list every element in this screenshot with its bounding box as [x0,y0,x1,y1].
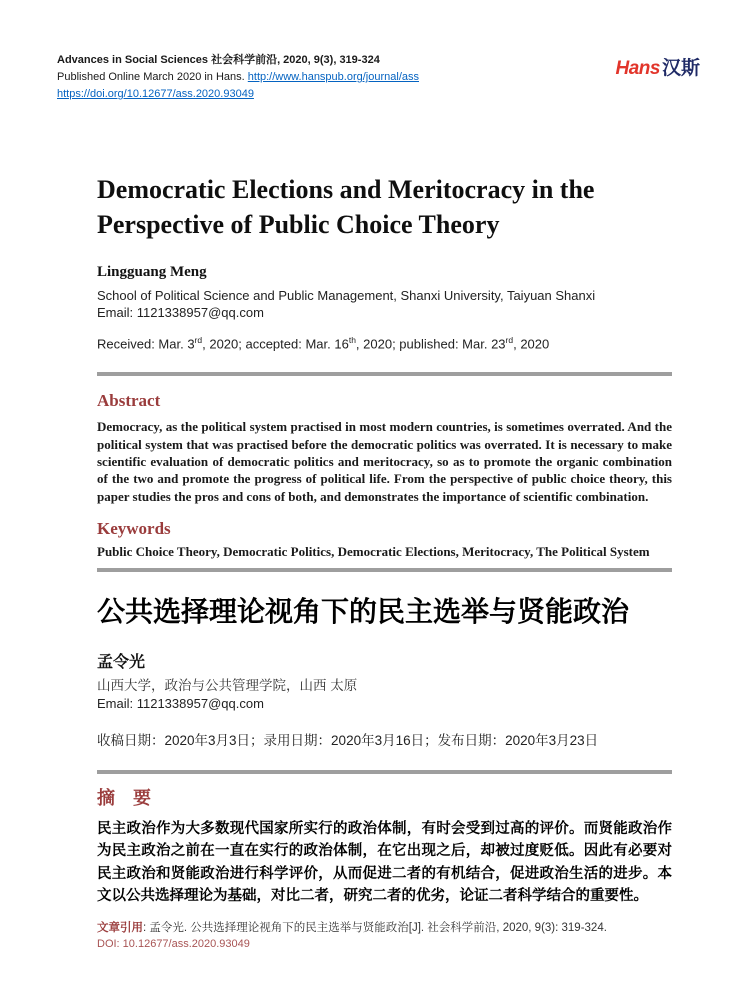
keywords-list-en: Public Choice Theory, Democratic Politics, Democratic Elections, Meritocracy, The Political System [97,543,650,559]
doi-url-line [57,86,419,103]
affiliation-en: School of Political Science and Public Management, Shanxi University, Taiyuan Shanxi [97,288,596,303]
doi-url-link[interactable]: https://doi.org/10.12677/ass.2020.93049 [57,88,254,100]
citation-footer [97,920,672,952]
abstract-body-en: Democracy, as the political system practised in most modern countries, is sometimes overrated. And the political system that was practised before the democratic politics was overrated. It is necessary to make scientific evaluation of democratic politics and meritocracy, so as to promote the organic combination of the two and promote the progress of political life. From the perspective of public choice theory, this paper studies the pros and cons of both, and demonstrates the importance of scientific combination. [97,419,672,504]
citation-label: 文章引用 [97,921,143,934]
article-title-en: Democratic Elections and Meritocracy in the Perspective of Public Choice Theory [97,175,595,239]
abstract-heading-en: Abstract [97,391,161,411]
citation-doi: DOI: 10.12677/ass.2020.93049 [97,937,250,950]
citation-text: : 孟令光. 公共选择理论视角下的民主选举与贤能政治[J]. 社会科学前沿, 2020, 9(3): 319-324. [143,921,607,934]
hans-logo-latin: Hans [615,58,660,79]
email-zh: Email: 1121338957@qq.com [97,695,264,711]
hans-logo-cjk: 汉斯 [661,58,700,79]
divider-rule-3 [97,770,672,774]
divider-rule-2 [97,568,672,572]
citation-line [97,920,672,936]
author-name-en: Lingguang Meng [97,264,207,280]
dates-en: Received: Mar. 3rd, 2020; accepted: Mar. 16th, 2020; published: Mar. 23rd, 2020 [97,335,550,352]
abstract-body-zh: 民主政治作为大多数现代国家所实行的政治体制，有时会受到过高的评价。而贤能政治作为民主政治之前在一直在实行的政治体制，在它出现之后，却被过度贬低。因此有必要对民主政治和贤能政治进行科学评价，从而促进二者的有机结合，促进政治生活的进步。本文以公共选择理论为基础，对比二者，研究二者的优劣，论证二者科学结合的重要性。 [97,820,672,905]
journal-url-link[interactable]: http://www.hanspub.org/journal/ass [247,71,419,83]
hans-logo [616,58,700,80]
journal-title-line: Advances in Social Sciences 社会科学前沿, 2020, 9(3), 319-324 [57,54,380,66]
journal-header [57,52,700,103]
affiliation-zh: 山西大学，政治与公共管理学院，山西 太原 [97,677,358,693]
abstract-heading-zh: 摘 要 [97,787,151,808]
divider-rule-1 [97,372,672,376]
published-prefix: Published Online March 2020 in Hans. [57,71,248,83]
published-line [57,69,419,86]
email-en: Email: 1121338957@qq.com [97,305,264,320]
author-name-zh: 孟令光 [97,653,146,671]
dates-zh: 收稿日期：2020年3月3日；录用日期：2020年3月16日；发布日期：2020年3月23日 [97,732,599,748]
article-title-zh: 公共选择理论视角下的民主选举与贤能政治 [97,595,630,627]
keywords-heading-en: Keywords [97,518,171,538]
article-content [97,172,672,952]
journal-info [57,52,419,103]
